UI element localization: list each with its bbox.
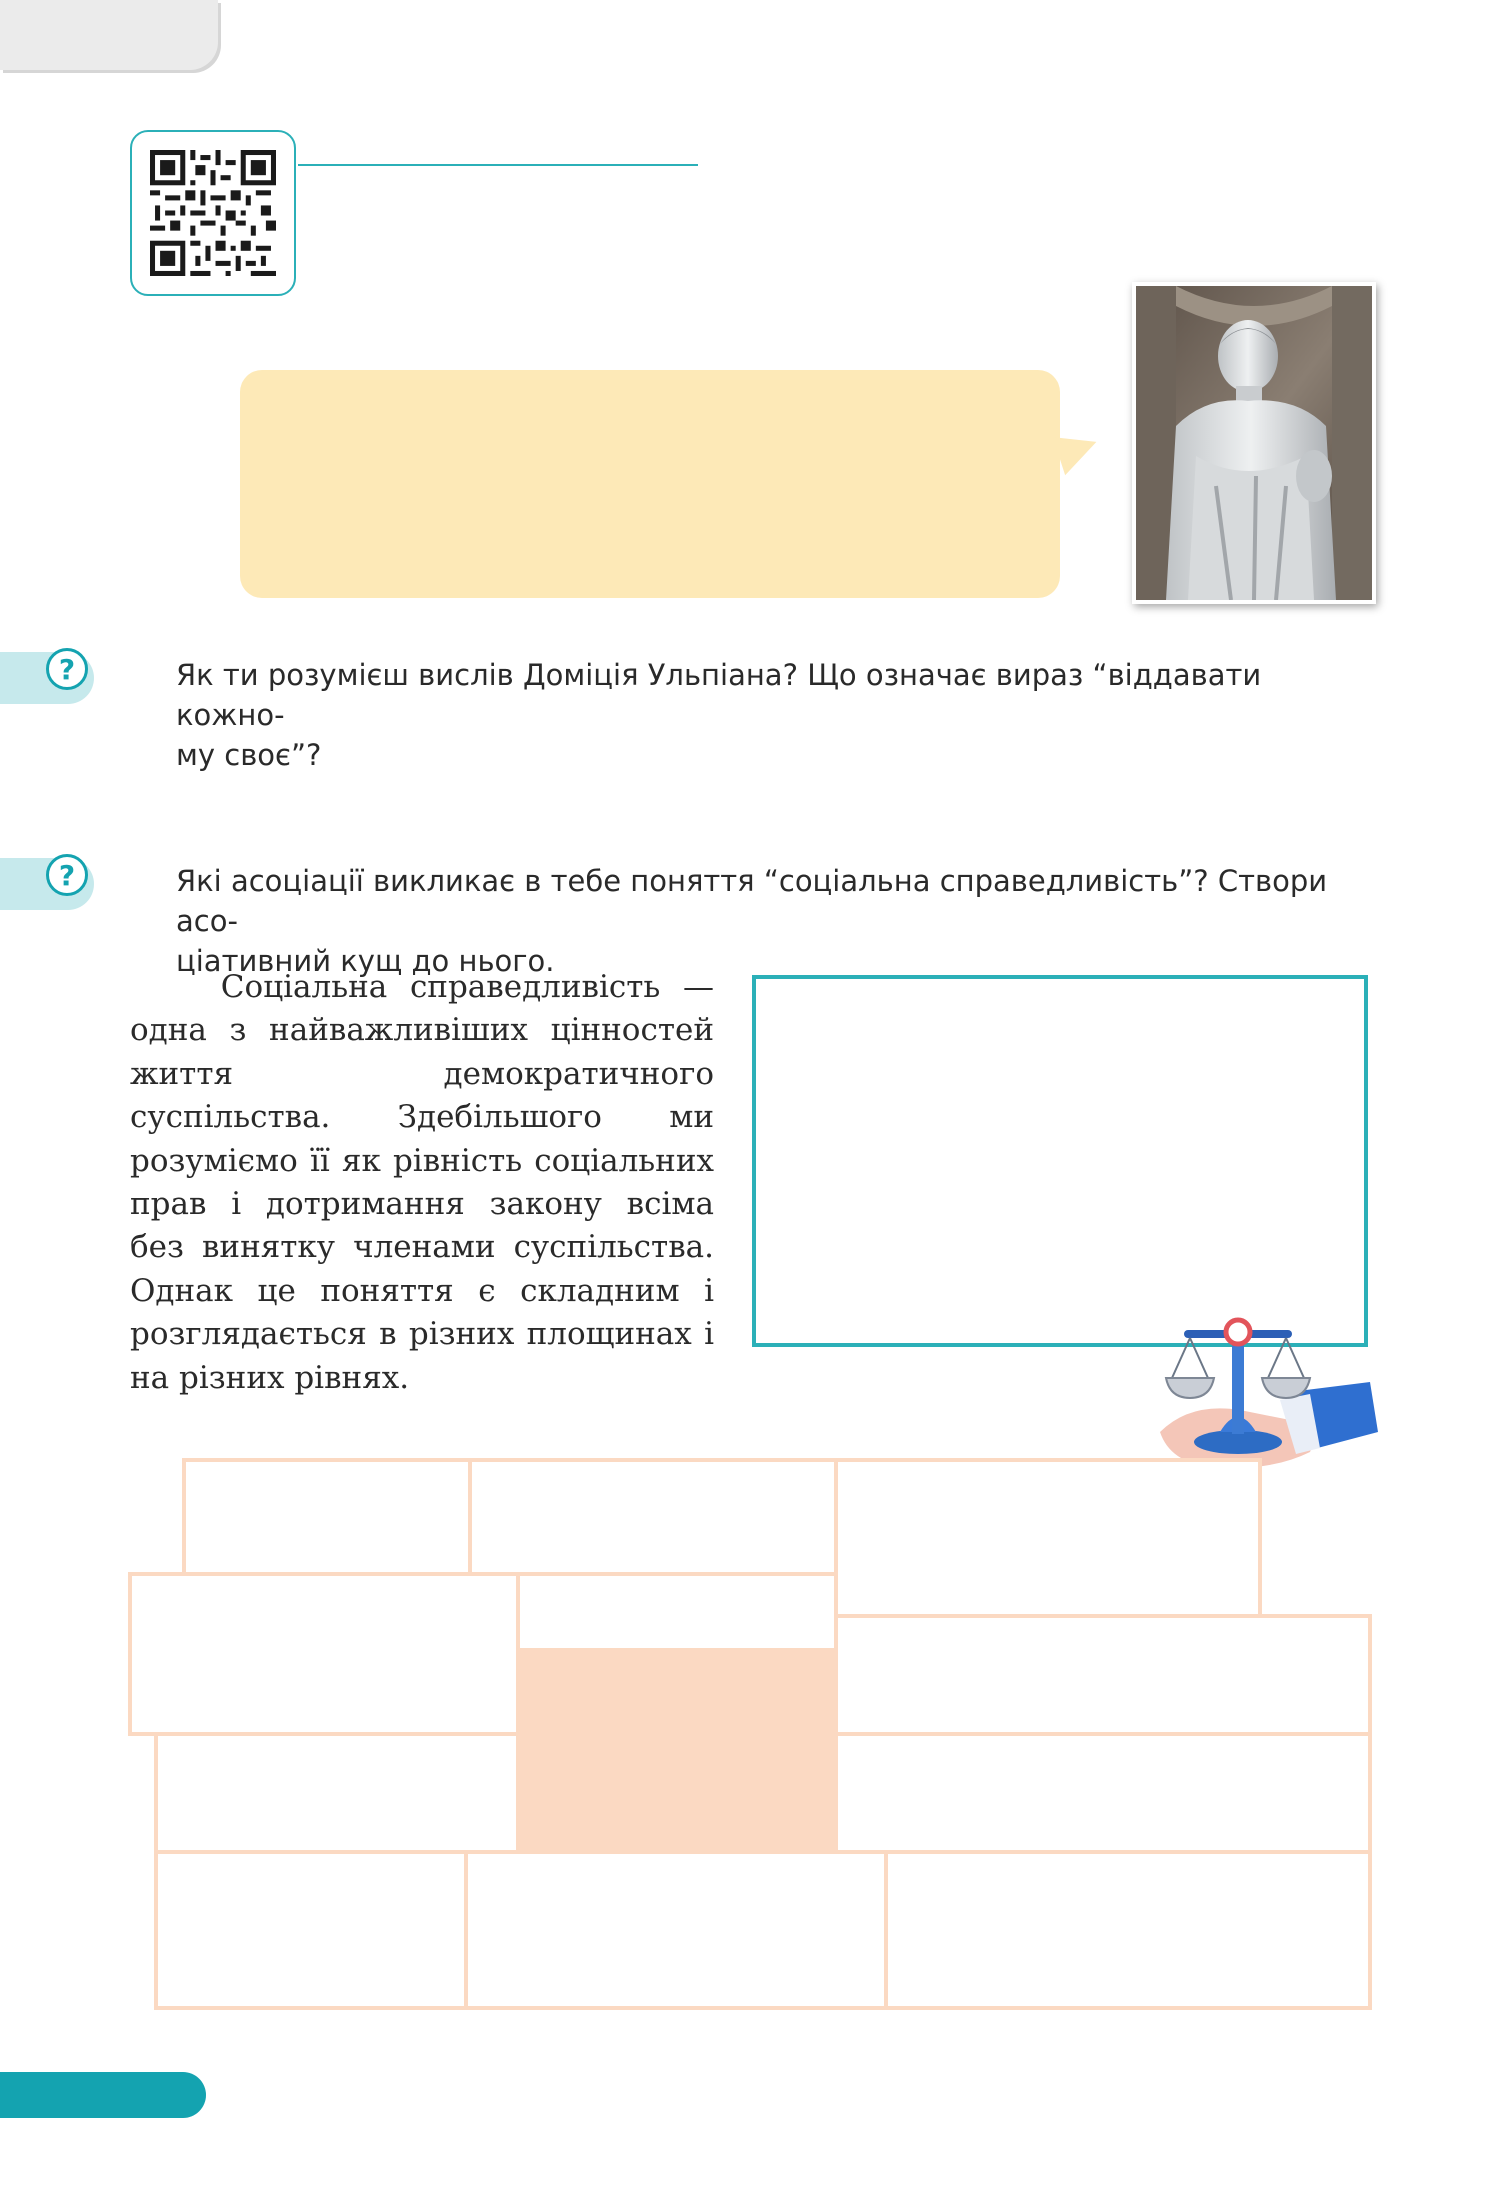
body-paragraph: Соціальна справедливість — одна з найважливіших цінностей життя демократичного суспільства. Здебільшого ми розуміємо її як рівність соціальних прав і дотримання закону всіма без винятку членами суспільства. Однак це поняття є складним і розглядається в різних площинах і на різних рівнях. — [130, 969, 714, 1396]
page-number — [0, 2072, 206, 2118]
diagram-cell-evaluation — [128, 1572, 520, 1736]
diagram-cell-equal-conditions — [154, 1850, 468, 2010]
diagram-cell-support — [834, 1458, 1262, 1618]
decorative-dots-top — [230, 50, 1490, 72]
quote-bubble — [240, 370, 1060, 598]
diagram-cell-employment — [834, 1614, 1372, 1736]
question-mark-icon: ? — [46, 648, 88, 690]
ulpian-statue-photo — [1132, 282, 1376, 604]
qr-code-icon — [150, 150, 276, 276]
question-mark-icon: ? — [46, 854, 88, 896]
quote-bubble-tail — [1053, 425, 1103, 475]
back-to-contents-button[interactable] — [0, 0, 218, 70]
scales-in-hand-icon — [1150, 1282, 1380, 1472]
diagram-cell-wages — [154, 1732, 520, 1854]
diagram-cell-reward — [468, 1458, 838, 1576]
diagram-center — [516, 1648, 838, 1850]
diagram-cell-care — [464, 1850, 888, 2010]
diagram-cell-protection — [182, 1458, 472, 1576]
question-text: Які асоціації викликає в тебе поняття “соціальна справедливість”? Створи асо- ціативний кущ до нього. — [176, 864, 1328, 978]
definition-text — [782, 1008, 1352, 1049]
decorative-dashes-bottom — [0, 2054, 1500, 2060]
diagram-cell-honesty — [516, 1572, 838, 1652]
diagram-cell-access — [884, 1850, 1372, 2010]
url-underline — [298, 164, 698, 166]
question-text: Як ти розумієш вислів Доміція Ульпіана? Що означає вираз “віддавати кожно- му своє”? — [176, 658, 1262, 772]
diagram-cell-income — [834, 1732, 1372, 1854]
qr-code[interactable] — [130, 130, 296, 296]
